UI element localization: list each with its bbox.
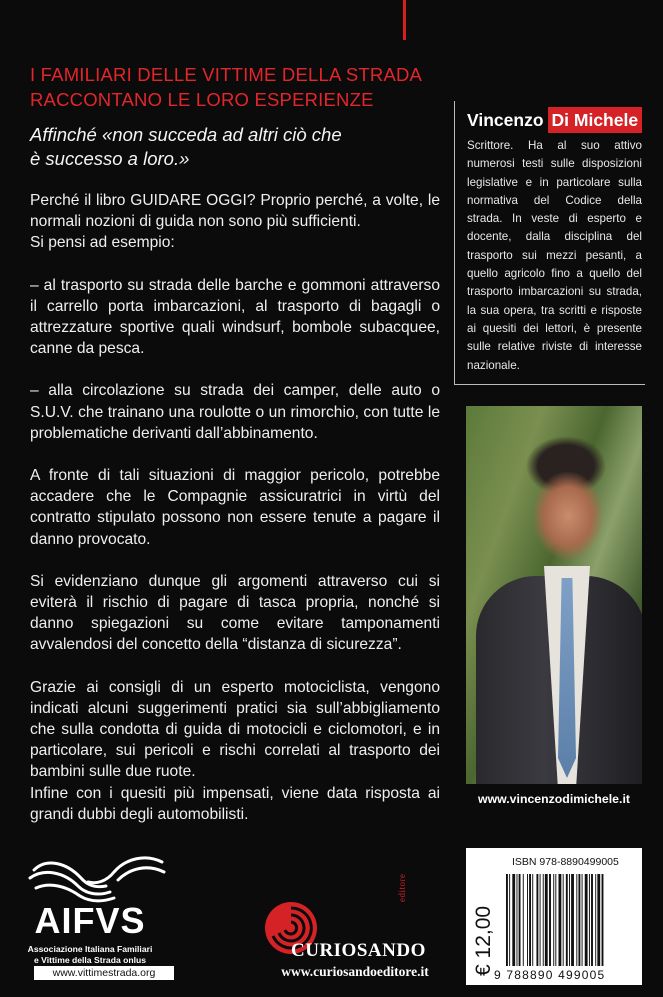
blurb-paragraph: Perché il libro GUIDARE OGGI? Proprio perché, a volte, le normali nozioni di guida non sono più sufficienti. xyxy=(30,192,440,231)
quote-line-2: è successo a loro.» xyxy=(30,148,190,169)
quote xyxy=(30,123,430,171)
author-panel xyxy=(454,101,645,385)
blurb-paragraph: Si pensi ad esempio: xyxy=(30,234,175,252)
blurb-paragraph: – al trasporto su strada delle barche e gommoni attraverso il carrello porta imbarcazioni, al trasporto di bagagli o attrezzature sportive quali windsurf, bombole subacquee, canne da pesca. xyxy=(30,276,440,358)
hands-icon xyxy=(26,848,166,906)
blurb-paragraph: Infine con i quesiti più impensati, viene data risposta ai grandi dubbi degli automobilisti. xyxy=(30,784,440,823)
headline-line-1: I FAMILIARI DELLE VITTIME DELLA STRADA xyxy=(30,64,423,85)
blurb-paragraph: A fronte di tali situazioni di maggior pericolo, potrebbe accadere che le Compagnie assicuratrici in virtù del contratto stipulato possono non essere tenute a pagare il danno provocato. xyxy=(30,467,440,548)
author-name xyxy=(467,107,642,133)
quote-line-1: Affinché «non succeda ad altri ciò che xyxy=(30,124,342,145)
author-photo xyxy=(466,406,642,784)
barcode-digits: 9 788890 499005 xyxy=(494,968,606,982)
author-bio: Scrittore. Ha al suo attivo numerosi testi sulle disposizioni legislative e in particolare sulla normativa del Codice della strada. In veste di esperto e docente, dalla disciplina del trasporto sui mezzi pesanti, a quello agricolo fino a quello del trasporto imbarcazioni su strada, la sua opera, tra scritti e risposte ai quesiti dei lettori, è presente sulle relative riviste di interesse nazionale. xyxy=(467,139,642,372)
author-first-name: Vincenzo xyxy=(467,110,544,130)
blurb-paragraph: Si evidenziano dunque gli argomenti attraverso cui si eviterà il rischio di pagare di tasca propria, nonché si danno spiegazioni su come evitare tamponamenti avvalendosi del concetto della “distanza di sicurezza”. xyxy=(30,572,440,654)
top-red-line xyxy=(403,0,406,40)
publisher-name: CURIOSANDO xyxy=(291,940,426,961)
aifvs-line-1: Associazione Italiana Familiari xyxy=(27,944,153,954)
aifvs-subtitle xyxy=(20,944,160,965)
price: € 12,00 xyxy=(472,905,495,976)
blurb-text xyxy=(30,190,440,846)
headline xyxy=(30,62,430,112)
aifvs-line-2: e Vittime della Strada onlus xyxy=(33,954,147,965)
aifvs-abbr: AIFVS xyxy=(34,900,146,941)
publisher-logo xyxy=(255,873,455,990)
headline-line-2: RACCONTANO LE LORO ESPERIENZE xyxy=(30,89,374,110)
barcode-box xyxy=(466,848,642,985)
author-website: www.vincenzodimichele.it xyxy=(478,792,630,806)
publisher-website: www.curiosandoeditore.it xyxy=(281,964,429,979)
author-last-name: Di Michele xyxy=(548,107,643,133)
barcode-icon xyxy=(506,874,636,966)
isbn: ISBN 978-8890499005 xyxy=(512,856,619,868)
blurb-paragraph: – alla circolazione su strada dei camper, delle auto o S.U.V. che trainano una roulotte o un rimorchio, con tutte le problematiche derivanti dall’abbinamento. xyxy=(30,382,440,442)
aifvs-website: www.vittimestrada.org xyxy=(34,966,174,980)
publisher-editore: editore xyxy=(397,873,407,902)
aifvs-logo xyxy=(20,848,170,983)
blurb-paragraph: Grazie ai consigli di un esperto motociclista, vengono indicati alcuni suggerimenti pratici sia sull’abbigliamento che sulla condotta di guida di motocicli e ciclomotori, e in particolare, sui pericoli e rischi correlati al trasporto dei bambini sulle due ruote. xyxy=(30,678,440,781)
